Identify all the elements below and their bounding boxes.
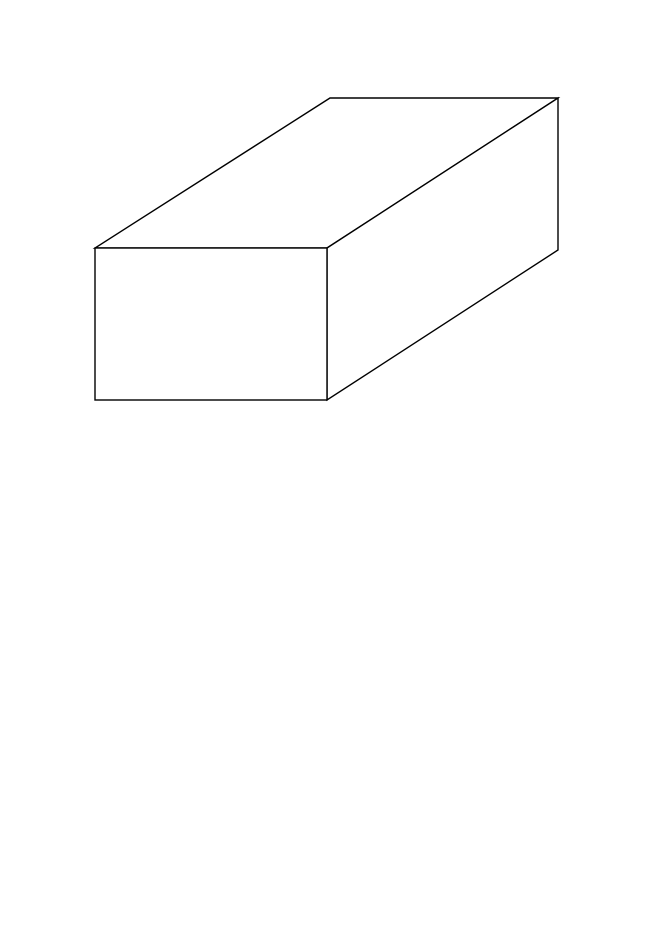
soaogs-model-figure (0, 0, 661, 430)
cube-front-face (95, 248, 327, 400)
body-text (73, 475, 583, 484)
